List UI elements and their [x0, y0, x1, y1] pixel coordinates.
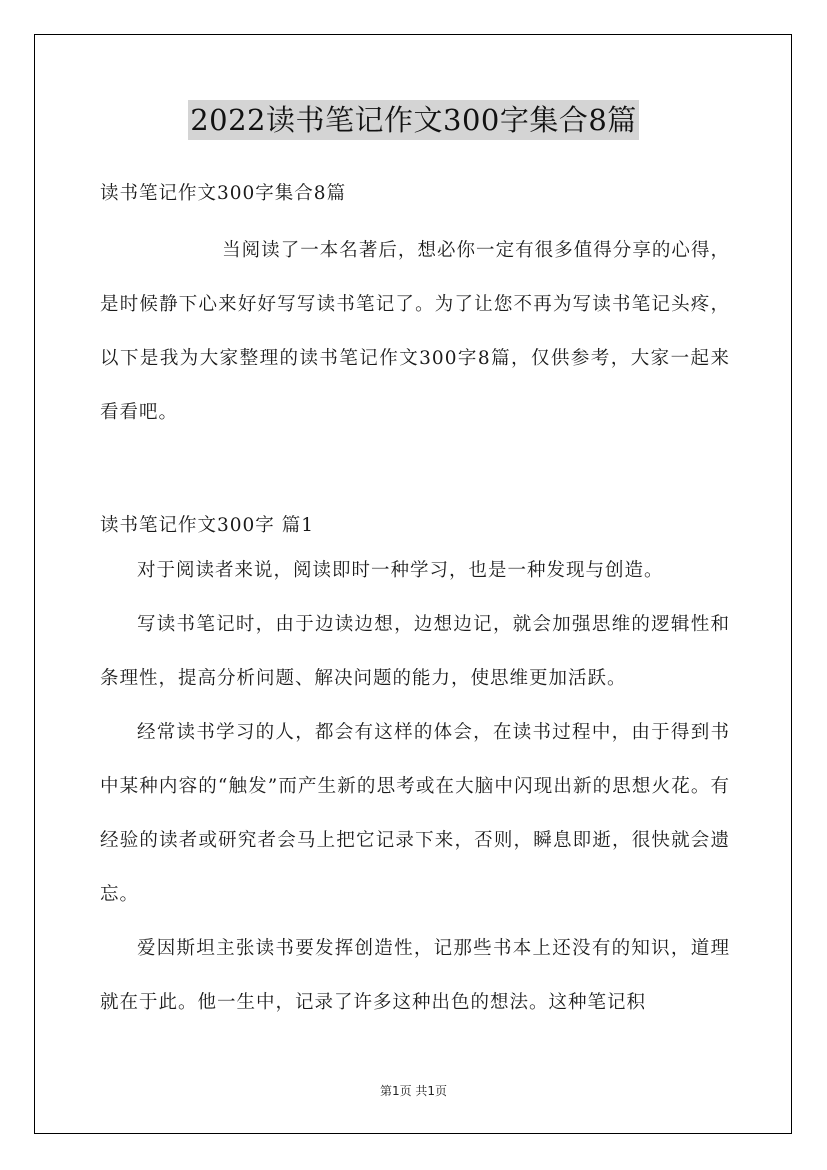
section-heading: 读书笔记作文300字 篇1 — [100, 515, 314, 536]
title-container — [0, 100, 827, 140]
paragraph: 对于阅读者来说，阅读即时一种学习，也是一种发现与创造。 — [137, 560, 664, 581]
paragraph: 写读书笔记时，由于边读边想，边想边记，就会加强思维的逻辑性和条理性，提高分析问题、解决问题的能力，使思维更加活跃。 — [100, 614, 730, 689]
paragraph: 经常读书学习的人，都会有这样的体会，在读书过程中，由于得到书中某种内容的“触发”而产生新的思考或在大脑中闪现出新的思想火花。有经验的读者或研究者会马上把它记录下来，否则，瞬息即逝，很快就会遗忘。 — [100, 722, 730, 905]
paragraph: 爱因斯坦主张读书要发挥创造性，记那些书本上还没有的知识，道理就在于此。他一生中，记录了许多这种出色的想法。这种笔记积 — [100, 938, 730, 1013]
document-body — [100, 176, 730, 1030]
intro-paragraph-container — [100, 224, 730, 440]
page-footer: 第1页 共1页 — [379, 1084, 448, 1098]
document-title: 2022读书笔记作文300字集合8篇 — [188, 100, 639, 140]
intro-paragraph: 当阅读了一本名著后，想必你一定有很多值得分享的心得，是时候静下心来好好写写读书笔记了。为了让您不再为写读书笔记头疼，以下是我为大家整理的读书笔记作文300字8篇，仅供参考，大家一起来看看吧。 — [100, 240, 730, 423]
document-subtitle: 读书笔记作文300字集合8篇 — [100, 183, 347, 204]
section-body — [100, 544, 730, 1030]
